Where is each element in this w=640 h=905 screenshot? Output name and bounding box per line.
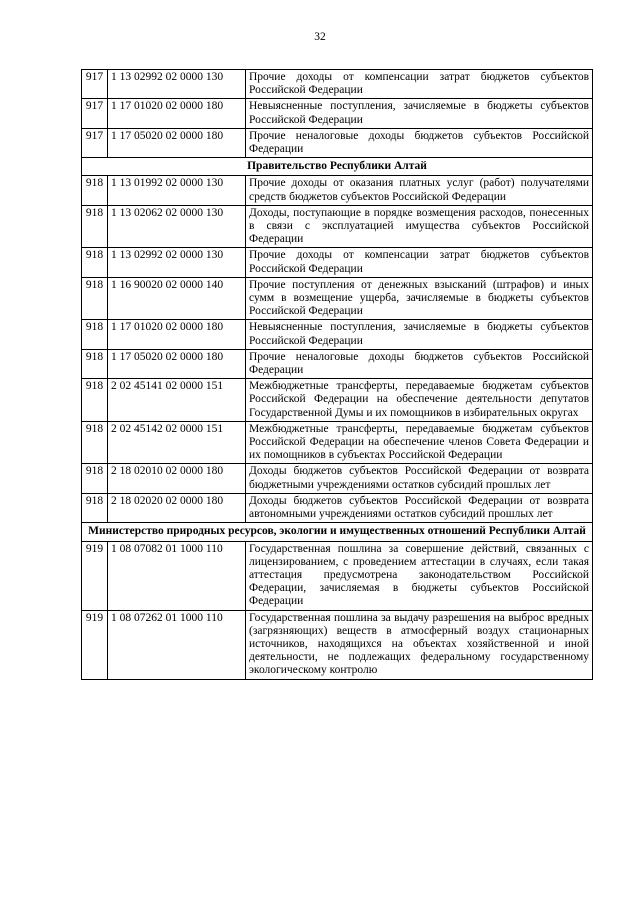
admin-code-cell: 918 <box>82 205 108 248</box>
kbk-code-cell: 2 18 02010 02 0000 180 <box>108 464 246 493</box>
kbk-code-cell: 1 16 90020 02 0000 140 <box>108 277 246 320</box>
section-header-row <box>82 158 593 176</box>
table-row <box>82 464 593 493</box>
kbk-code-cell: 2 18 02020 02 0000 180 <box>108 493 246 522</box>
table-row <box>82 541 593 610</box>
admin-code-cell: 917 <box>82 99 108 128</box>
kbk-code-cell: 1 13 02062 02 0000 130 <box>108 205 246 248</box>
kbk-code-cell: 2 02 45141 02 0000 151 <box>108 379 246 422</box>
section-header-row <box>82 523 593 541</box>
kbk-code-cell: 2 02 45142 02 0000 151 <box>108 421 246 464</box>
section-title: Правительство Республики Алтай <box>82 158 593 176</box>
table-row <box>82 205 593 248</box>
kbk-code-cell: 1 17 01020 02 0000 180 <box>108 99 246 128</box>
table-body <box>82 70 593 680</box>
admin-code-cell: 918 <box>82 320 108 349</box>
revenue-name-cell: Прочие доходы от компенсации затрат бюджетов субъектов Российской Федерации <box>246 248 593 277</box>
admin-code-cell: 918 <box>82 176 108 205</box>
revenue-name-cell: Невыясненные поступления, зачисляемые в бюджеты субъектов Российской Федерации <box>246 320 593 349</box>
table-row <box>82 320 593 349</box>
admin-code-cell: 918 <box>82 248 108 277</box>
revenue-name-cell: Доходы, поступающие в порядке возмещения расходов, понесенных в связи с эксплуатацией имущества субъектов Российской Федерации <box>246 205 593 248</box>
revenue-name-cell: Государственная пошлина за совершение действий, связанных с лицензированием, с проведением аттестации в случаях, если такая аттестация предусмотрена законодательством Российской Федерации, зачисляемая в бюджеты субъектов Российской Федерации <box>246 541 593 610</box>
admin-code-cell: 919 <box>82 610 108 679</box>
table-row <box>82 379 593 422</box>
kbk-code-cell: 1 08 07082 01 1000 110 <box>108 541 246 610</box>
kbk-code-cell: 1 17 01020 02 0000 180 <box>108 320 246 349</box>
kbk-code-cell: 1 13 01992 02 0000 130 <box>108 176 246 205</box>
table-row <box>82 128 593 157</box>
admin-code-cell: 918 <box>82 277 108 320</box>
kbk-code-cell: 1 17 05020 02 0000 180 <box>108 349 246 378</box>
revenue-name-cell: Прочие неналоговые доходы бюджетов субъектов Российской Федерации <box>246 128 593 157</box>
section-title: Министерство природных ресурсов, экологии и имущественных отношений Республики Алтай <box>82 523 593 541</box>
revenue-name-cell: Прочие поступления от денежных взысканий (штрафов) и иных сумм в возмещение ущерба, зачисляемые в бюджеты субъектов Российской Федерации <box>246 277 593 320</box>
revenue-name-cell: Межбюджетные трансферты, передаваемые бюджетам субъектов Российской Федерации на обеспечение деятельности депутатов Государственной Думы и их помощников в избирательных округах <box>246 379 593 422</box>
revenue-name-cell: Прочие доходы от компенсации затрат бюджетов субъектов Российской Федерации <box>246 70 593 99</box>
page-number: 32 <box>314 31 326 43</box>
admin-code-cell: 919 <box>82 541 108 610</box>
admin-code-cell: 918 <box>82 421 108 464</box>
table-row <box>82 70 593 99</box>
table-row <box>82 349 593 378</box>
admin-code-cell: 918 <box>82 379 108 422</box>
admin-code-cell: 918 <box>82 493 108 522</box>
table-row <box>82 493 593 522</box>
revenue-name-cell: Прочие доходы от оказания платных услуг (работ) получателями средств бюджетов субъектов Российской Федерации <box>246 176 593 205</box>
revenue-codes-table <box>81 69 593 680</box>
revenue-name-cell: Межбюджетные трансферты, передаваемые бюджетам субъектов Российской Федерации на обеспечение членов Совета Федерации и их помощников в субъектах Российской Федерации <box>246 421 593 464</box>
admin-code-cell: 917 <box>82 128 108 157</box>
revenue-name-cell: Невыясненные поступления, зачисляемые в бюджеты субъектов Российской Федерации <box>246 99 593 128</box>
kbk-code-cell: 1 17 05020 02 0000 180 <box>108 128 246 157</box>
revenue-name-cell: Прочие неналоговые доходы бюджетов субъектов Российской Федерации <box>246 349 593 378</box>
kbk-code-cell: 1 13 02992 02 0000 130 <box>108 70 246 99</box>
table-row <box>82 421 593 464</box>
admin-code-cell: 917 <box>82 70 108 99</box>
table-row <box>82 176 593 205</box>
kbk-code-cell: 1 13 02992 02 0000 130 <box>108 248 246 277</box>
revenue-name-cell: Государственная пошлина за выдачу разрешения на выброс вредных (загрязняющих) веществ в атмосферный воздух стационарных источников, находящихся на объектах хозяйственной и иной деятельности, не подлежащих федеральному государственному экологическому контролю <box>246 610 593 679</box>
revenue-name-cell: Доходы бюджетов субъектов Российской Федерации от возврата бюджетными учреждениями остатков субсидий прошлых лет <box>246 464 593 493</box>
table-row <box>82 248 593 277</box>
table-row <box>82 277 593 320</box>
admin-code-cell: 918 <box>82 349 108 378</box>
revenue-name-cell: Доходы бюджетов субъектов Российской Федерации от возврата автономными учреждениями остатков субсидий прошлых лет <box>246 493 593 522</box>
admin-code-cell: 918 <box>82 464 108 493</box>
table-row <box>82 610 593 679</box>
kbk-code-cell: 1 08 07262 01 1000 110 <box>108 610 246 679</box>
table-row <box>82 99 593 128</box>
